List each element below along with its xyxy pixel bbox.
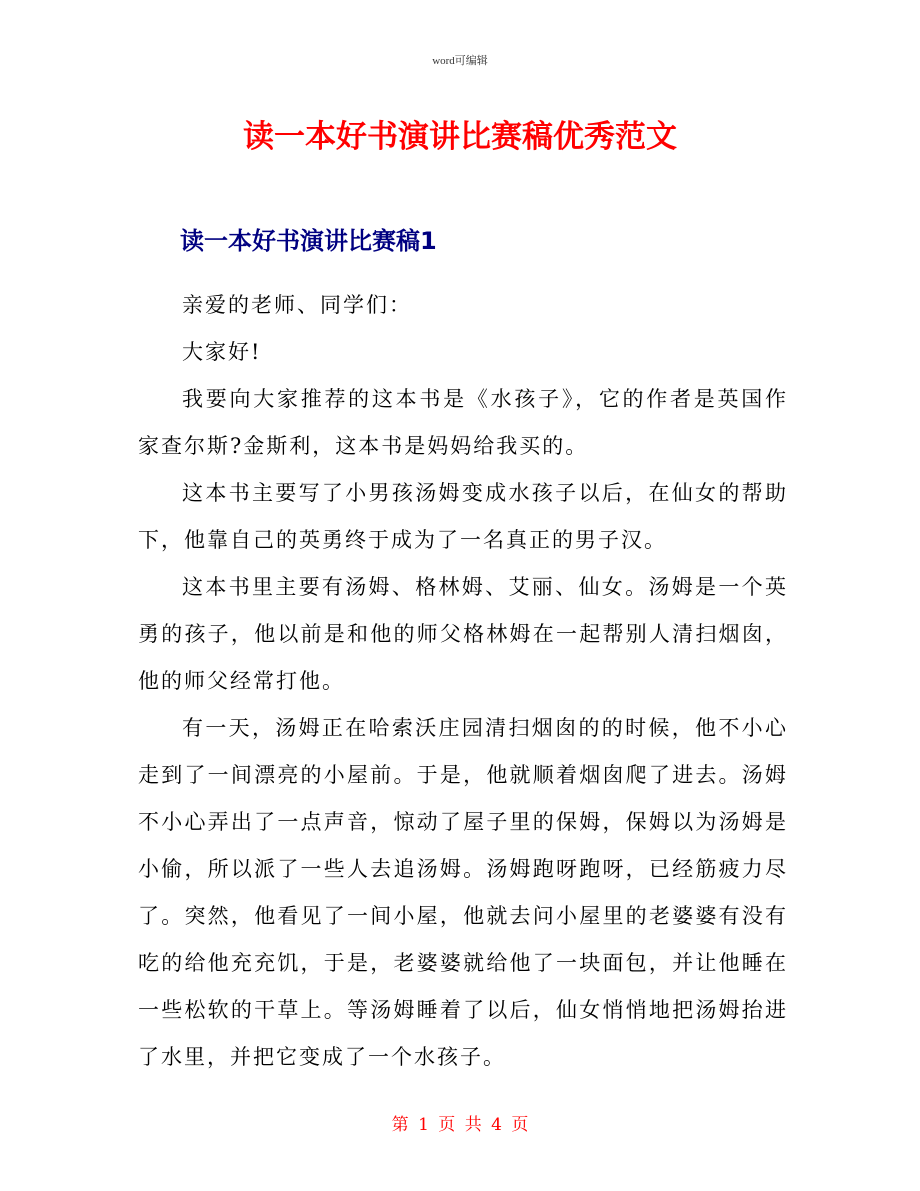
paragraph-story: 有一天，汤姆正在哈索沃庄园清扫烟囱的的时候，他不小心走到了一间漂亮的小屋前。于是，他就顺着烟囱爬了进去。汤姆不小心弄出了一点声音，惊动了屋子里的保姆，保姆以为汤姆是小偷，所以派了一些人去追汤姆。汤姆跑呀跑呀，已经筋疲力尽了。突然，他看见了一间小屋，他就去问小屋里的老婆婆有没有吃的给他充充饥，于是，老婆婆就给他了一块面包，并让他睡在一些松软的干草上。等汤姆睡着了以后，仙女悄悄地把汤姆抬进了水里，并把它变成了一个水孩子。: [138, 716, 788, 1069]
paragraph-greeting: 亲爱的老师、同学们：: [182, 293, 412, 317]
paragraph-characters: 这本书里主要有汤姆、格林姆、艾丽、仙女。汤姆是一个英勇的孩子，他以前是和他的师父格林姆在一起帮别人清扫烟囱，他的师父经常打他。: [138, 575, 788, 693]
paragraph-recommendation: 我要向大家推荐的这本书是《水孩子》，它的作者是英国作家查尔斯?金斯利，这本书是妈妈给我买的。: [138, 387, 788, 458]
body-text: [138, 282, 788, 1081]
document-title: 读一本好书演讲比赛稿优秀范文: [243, 119, 677, 155]
paragraph-summary: 这本书主要写了小男孩汤姆变成水孩子以后，在仙女的帮助下，他靠自己的英勇终于成为了一名真正的男子汉。: [138, 481, 788, 552]
header-note: word可编辑: [432, 55, 488, 67]
paragraph-hello: 大家好!: [182, 340, 262, 364]
page-number-footer: 第 1 页 共 4 页: [391, 1115, 529, 1135]
section-heading: 读一本好书演讲比赛稿1: [180, 227, 437, 255]
